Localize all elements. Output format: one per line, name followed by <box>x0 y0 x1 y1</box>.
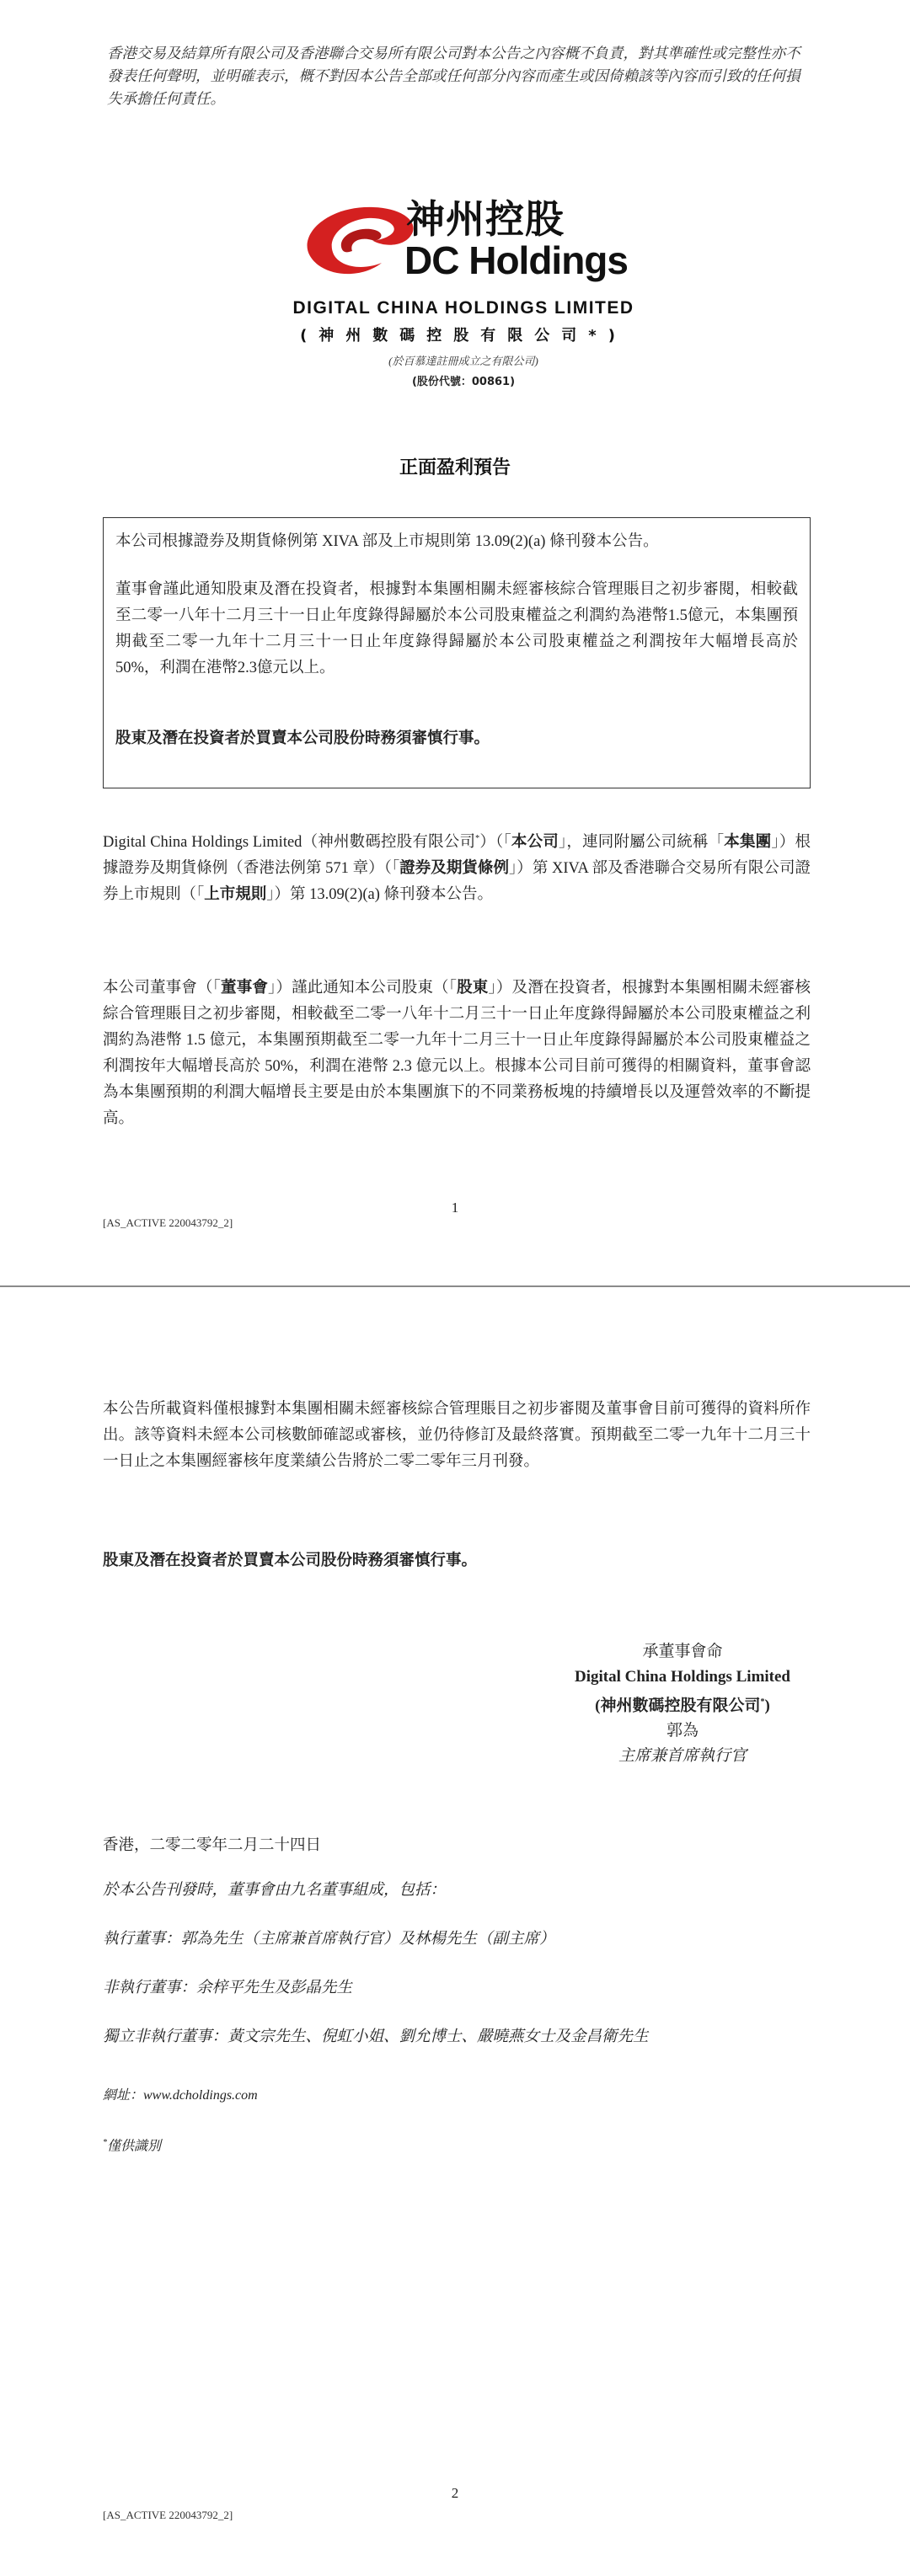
brand-name-en: DC Holdings <box>404 238 628 282</box>
board-paragraph: 本公司董事會（「董事會」）謹此通知本公司股東（「股東」）及潛在投資者，根據對本集團相關未經審核綜合管理賬目之初步審閱，相較截至二零一八年十二月三十一日止年度錄得歸屬於本公司股東權益之利潤約為港幣 1.5 億元，本集團預期截至二零一九年十二月三十一日止年度錄得歸屬於本公司股東權益之利潤按年大幅增長高於 50%，利潤在港幣 2.3 億元以上。根據本公司目前可獲得的相關資料，董事會認為本集團預期的利潤大幅增長主要是由於本集團旗下的不同業務板塊的持續增長以及運營效率的不斷提高。 <box>103 980 811 1127</box>
stock-code: (股份代號：00861) <box>411 376 516 388</box>
website-line: 網址：www.dcholdings.com <box>103 2088 258 2103</box>
intro-paragraph: Digital China Holdings Limited（神州數碼控股有限公司*）（「本公司」，連同附屬公司統稱「本集團」）根據證券及期貨條例（香港法例第 571 章）（「證券及期貨條例」）第 XIVA 部及香港聯合交易所有限公司證券上市規則（「上市規則」）第 13.09(2)(a) 條刊發本公告。 <box>103 834 811 904</box>
page-2 <box>0 1289 910 2576</box>
defined-term-shareholders: 股東 <box>457 980 489 997</box>
signature-company-en: Digital China Holdings Limited <box>574 1668 791 1686</box>
disclaimer: 香港交易及結算所有限公司及香港聯合交易所有限公司對本公告之內容概不負責，對其準確性或完整性亦不發表任何聲明，並明確表示，概不對因本公告全部或任何部分內容而產生或因倚賴該等內容而引致的任何損失承擔任何責任。 <box>107 45 800 107</box>
defined-term-group: 本集團 <box>724 834 772 852</box>
page-number: 2 <box>451 2485 459 2501</box>
signature-block <box>506 1639 859 1769</box>
defined-term-listing-rules: 上市規則 <box>204 886 267 904</box>
footnote-line: *僅供識別 <box>103 2138 162 2154</box>
brand-name-cn: 神州控股 <box>406 196 565 242</box>
on-behalf-of-board: 承董事會命 <box>642 1643 723 1660</box>
announcement-date: 香港，二零二零年二月二十四日 <box>103 1837 322 1854</box>
non-executive-directors: 非執行董事：余梓平先生及彭晶先生 <box>103 1980 353 1996</box>
signature-company-cn: (神州數碼控股有限公司*) <box>595 1697 770 1715</box>
defined-term-company: 本公司 <box>511 834 559 852</box>
document-reference: [AS_ACTIVE 220043792_2] <box>103 2509 233 2521</box>
executive-directors: 執行董事：郭為先生（主席兼首席執行官）及林楊先生（副主席） <box>103 1931 555 1948</box>
company-logo <box>278 185 649 396</box>
page-number: 1 <box>451 1200 459 1216</box>
document-reference: [AS_ACTIVE 220043792_2] <box>103 1216 233 1229</box>
independent-directors: 獨立非執行董事：黃文宗先生、倪虹小姐、劉允博士、嚴曉燕女士及金昌衛先生 <box>103 2028 649 2045</box>
summary-warning: 股東及潛在投資者於買賣本公司股份時務須審慎行事。 <box>115 730 490 747</box>
company-name-en: DIGITAL CHINA HOLDINGS LIMITED <box>292 298 634 318</box>
dc-holdings-swoosh-icon <box>293 197 420 281</box>
summary-line-2: 董事會謹此通知股東及潛在投資者，根據對本集團相關未經審核綜合管理賬目之初步審閱，相較截至二零一八年十二月三十一日止年度錄得歸屬於本公司股東權益之利潤約為港幣1.5億元，本集團預期截至二零一九年十二月三十一日止年度錄得歸屬於本公司股東權益之利潤按年大幅增長高於50%，利潤在港幣2.3億元以上。 <box>115 581 798 676</box>
board-composition-intro: 於本公告刊發時，董事會由九名董事組成，包括： <box>103 1882 447 1899</box>
warning-statement: 股東及潛在投資者於買賣本公司股份時務須審慎行事。 <box>103 1553 478 1569</box>
incorporation-note: (於百慕達註冊成立之有限公司) <box>388 355 538 367</box>
defined-term-board: 董事會 <box>221 980 269 997</box>
page-1 <box>0 0 910 1287</box>
footnote-mark: * <box>475 834 480 843</box>
announcement-title: 正面盈利預告 <box>399 457 511 478</box>
disclaimer-paragraph: 本公告所載資料僅根據對本集團相關未經審核綜合管理賬目之初步審閱及董事會目前可獲得的資料所作出。該等資料未經本公司核數師確認或審核，並仍待修訂及最終落實。預期截至二零一九年十二月三十一日止之本集團經審核年度業績公告將於二零二零年三月刊發。 <box>103 1401 811 1470</box>
signatory-name: 郭為 <box>666 1722 699 1740</box>
defined-term-sfo: 證券及期貨條例 <box>399 860 509 878</box>
summary-line-1: 本公司根據證券及期貨條例第 XIVA 部及上市規則第 13.09(2)(a) 條刊發本公告。 <box>115 533 659 550</box>
summary-box <box>103 517 811 788</box>
signatory-position: 主席兼首席執行官 <box>618 1747 747 1766</box>
page-divider <box>0 1285 910 1287</box>
company-name-cn: (神州數碼控股有限公司*) <box>300 327 627 345</box>
